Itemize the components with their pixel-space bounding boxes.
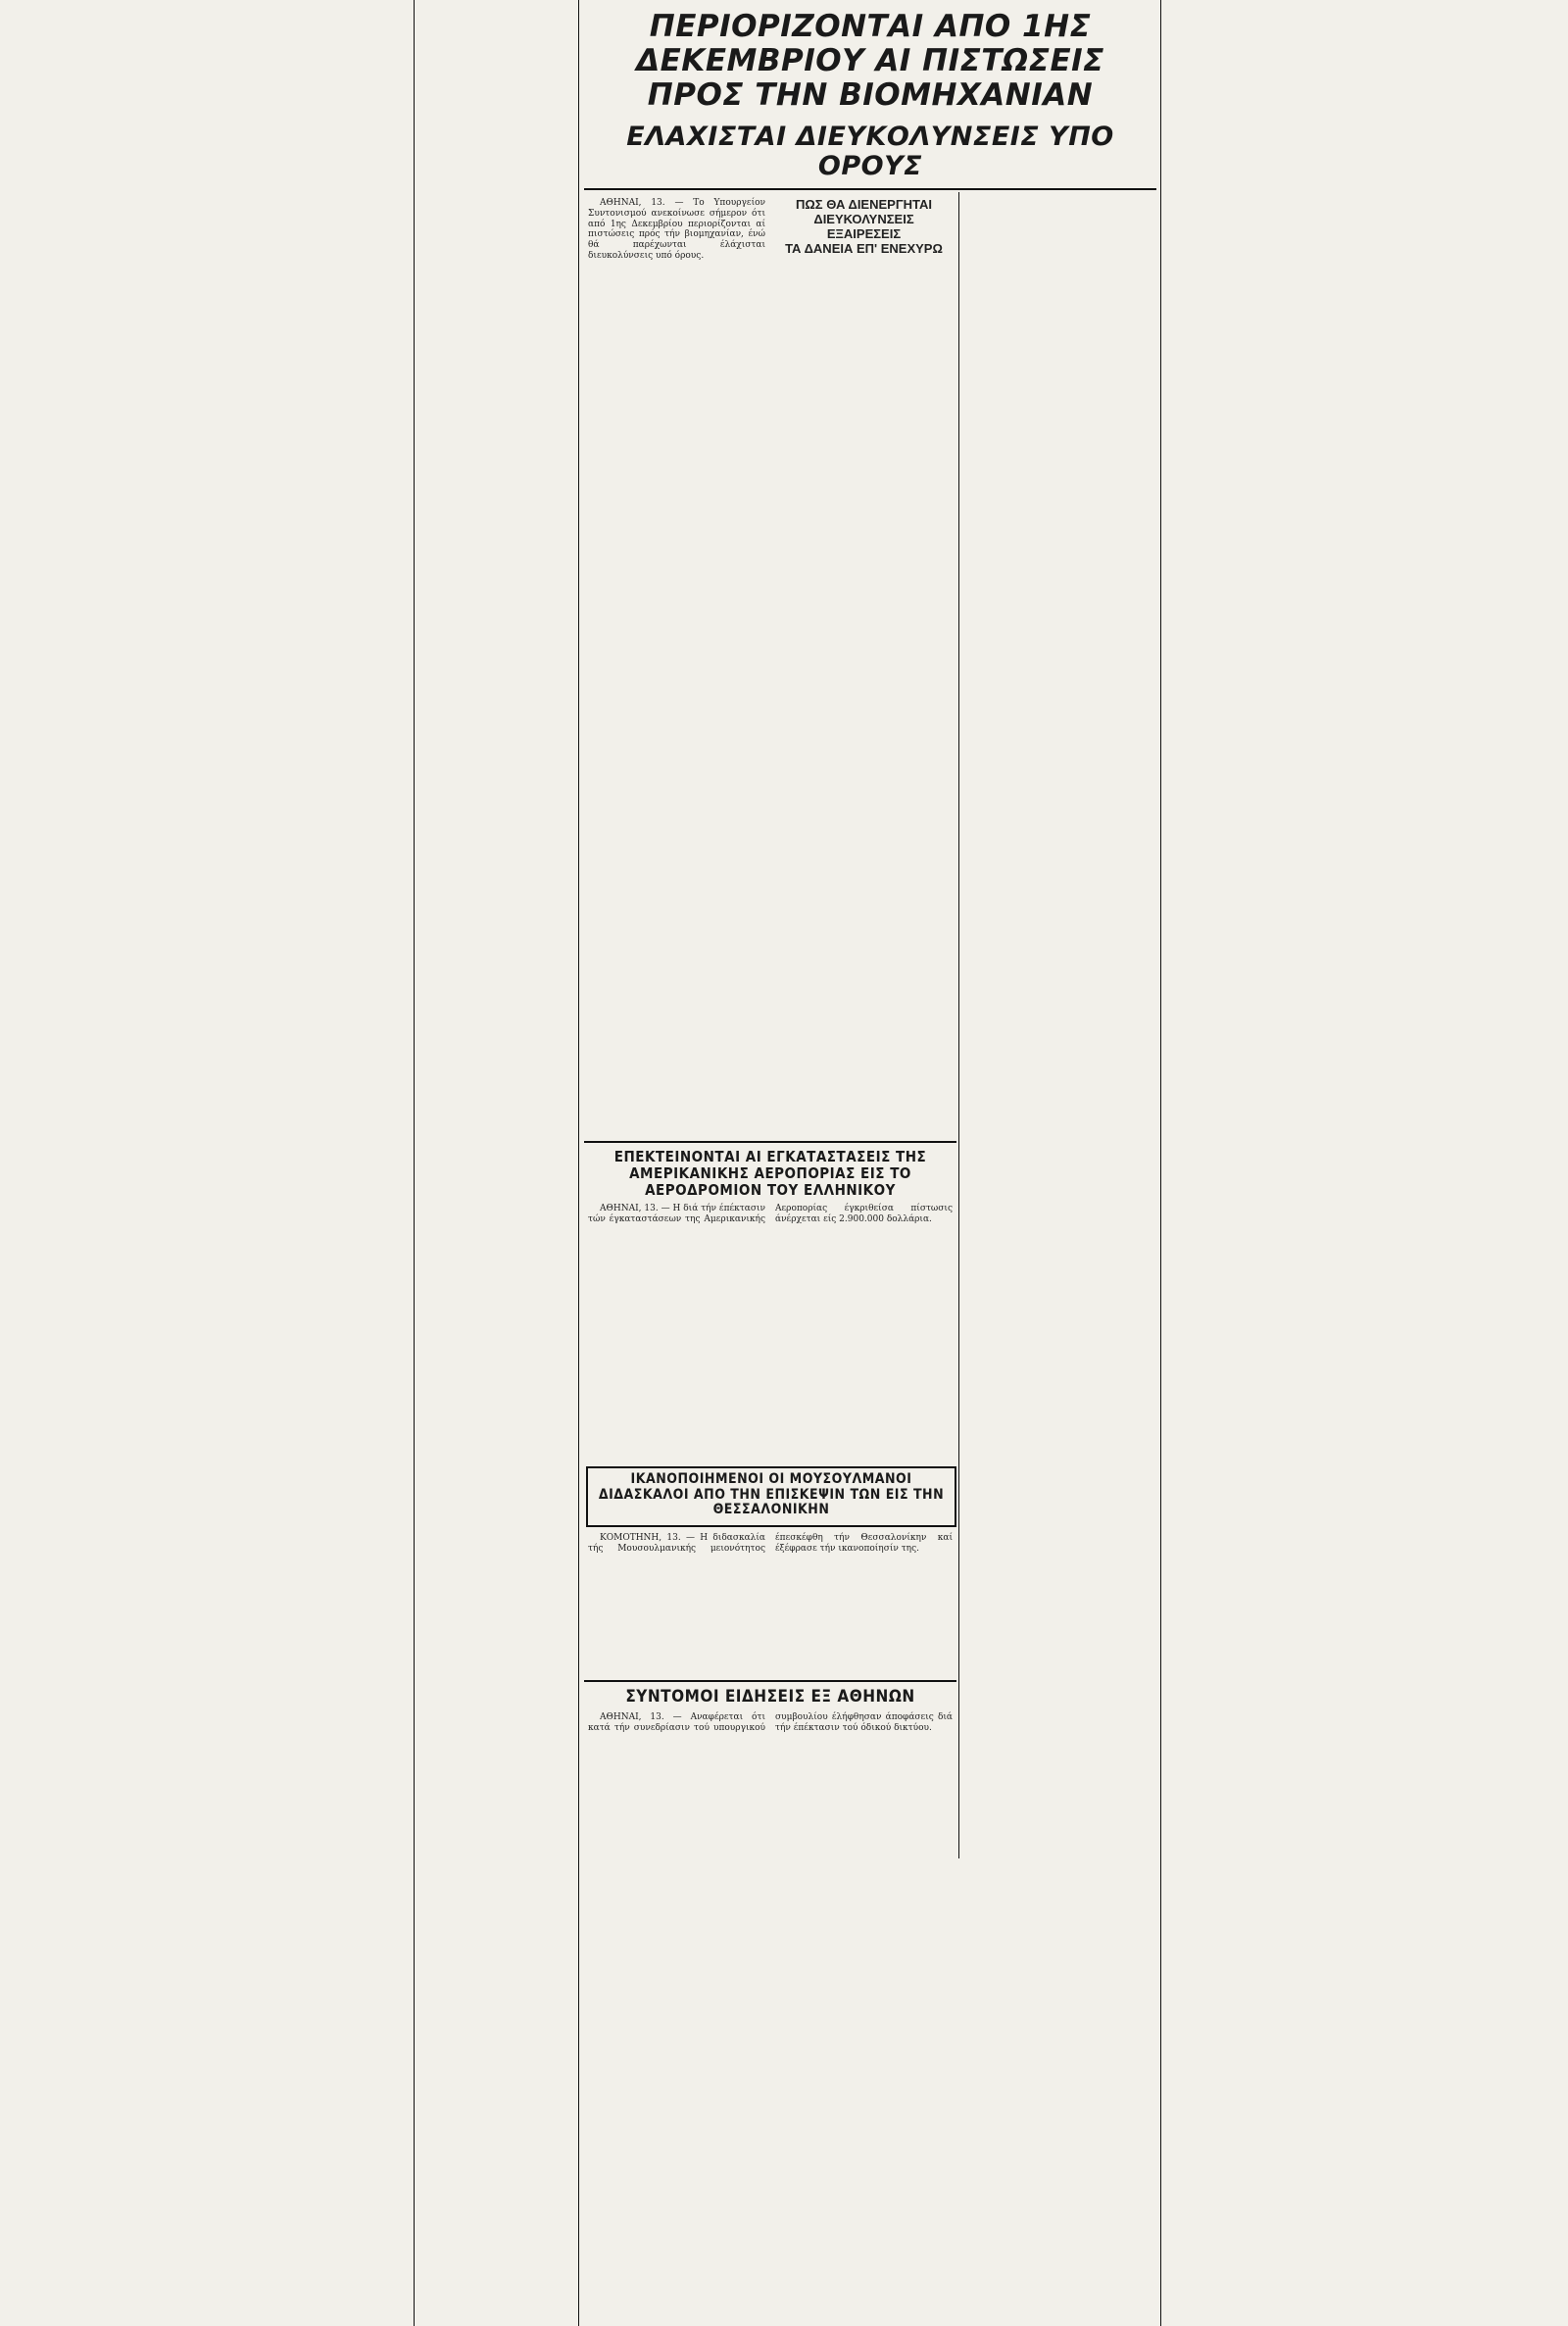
article-body <box>584 1200 956 1443</box>
paragraph: ΑΘΗΝΑΙ, 13. — Η διά τήν έπέκτασιν τών έγκαταστάσεων της Αμερικανικής Αεροπορίας έγκριθείσα πίστωσις άνέρχεται είς 2.900.000 δολλάρια. <box>588 1204 953 1225</box>
paragraph: ΚΟΜΟΤΗΝΗ, 13. — Η διδασκαλία τής Μουσουλμανικής μειονότητος έπεσκέφθη τήν Θεσσαλονίκην καί έξέφρασε τήν ικανοποίησίν της. <box>588 1533 953 1554</box>
article-airports <box>584 1147 956 1459</box>
main-headline: ΠΕΡΙΟΡΙΖΟΝΤΑΙ ΑΠΟ 1ΗΣ ΔΕΚΕΜΒΡΙΟΥ ΑΙ ΠΙΣΤΩΣΕΙΣ ΠΡΟΣ ΤΗΝ ΒΙΟΜΗΧΑΝΙΑΝ <box>636 9 1104 113</box>
subhead: ΔΙΕΥΚΟΛΥΝΣΕΙΣ <box>813 211 914 226</box>
column-rule <box>958 192 959 1858</box>
main-story <box>584 196 956 1137</box>
subhead: ΤΑ ΔΑΝΕΙΑ ΕΠ' ΕΝΕΧΥΡΩ <box>785 240 943 256</box>
article-muslim <box>584 1529 956 1676</box>
article-body <box>584 196 956 1136</box>
divider <box>584 1680 956 1682</box>
article-body <box>584 1708 956 2304</box>
article-body <box>584 1529 956 1674</box>
column-rule <box>1160 0 1161 2326</box>
article-muslim-headline <box>586 1466 956 1527</box>
divider <box>584 188 1156 190</box>
headline: ΣΥΝΤΟΜΟΙ ΕΙΔΗΣΕΙΣ ΕΞ ΑΘΗΝΩΝ <box>625 1687 915 1707</box>
main-subheadline: ΕΛΑΧΙΣΤΑΙ ΔΙΕΥΚΟΛΥΝΣΕΙΣ ΥΠΟ ΟΡΟΥΣ <box>626 122 1114 182</box>
paragraph: ΑΘΗΝΑΙ, 13. — Το Υπουργείον Συντονισμού ανεκοίνωσε σήμερον ότι από 1ης Δεκεμβρίου περιορίζονται αί πιστώσεις πρός τήν βιομηχανίαν, ένώ θά παρέχωνται έλάχισται διευκολύνσεις υπό όρους. <box>588 198 765 261</box>
subhead: ΠΩΣ ΘΑ ΔΙΕΝΕΡΓΗΤΑΙ <box>795 197 933 212</box>
subhead: ΕΞΑΙΡΕΣΕΙΣ <box>826 225 902 241</box>
headline: ΕΠΕΚΤΕΙΝΟΝΤΑΙ ΑΙ ΕΓΚΑΤΑΣΤΑΣΕΙΣ ΤΗΣ ΑΜΕΡΙΚΑΝΙΚΗΣ ΑΕΡΟΠΟΡΙΑΣ ΕΙΣ ΤΟ ΑΕΡΟΔΡΟΜΙΟΝ ΤΟΥ ΕΛΛΗΝΙΚΟΥ <box>613 1148 927 1199</box>
headline: ΙΚΑΝΟΠΟΙΗΜΕΝΟΙ ΟΙ ΜΟΥΣΟΥΛΜΑΝΟΙ ΔΙΔΑΣΚΑΛΟΙ ΑΠΟ ΤΗΝ ΕΠΙΣΚΕΨΙΝ ΤΩΝ ΕΙΣ ΤΗΝ ΘΕΣΣΑΛΟΝΙΚΗΝ <box>598 1471 945 1518</box>
column-rule <box>414 0 415 2326</box>
article-athens-news <box>584 1686 956 2318</box>
main-headline-box <box>584 6 1156 186</box>
divider <box>584 1141 956 1143</box>
column-rule <box>578 0 579 2326</box>
paragraph: ΑΘΗΝΑΙ, 13. — Αναφέρεται ότι κατά τήν συνεδρίασιν τού υπουργικού συμβουλίου έλήφθησαν άποφάσεις διά τήν έπέκτασιν τού όδικού δικτύου. <box>588 1712 953 1733</box>
